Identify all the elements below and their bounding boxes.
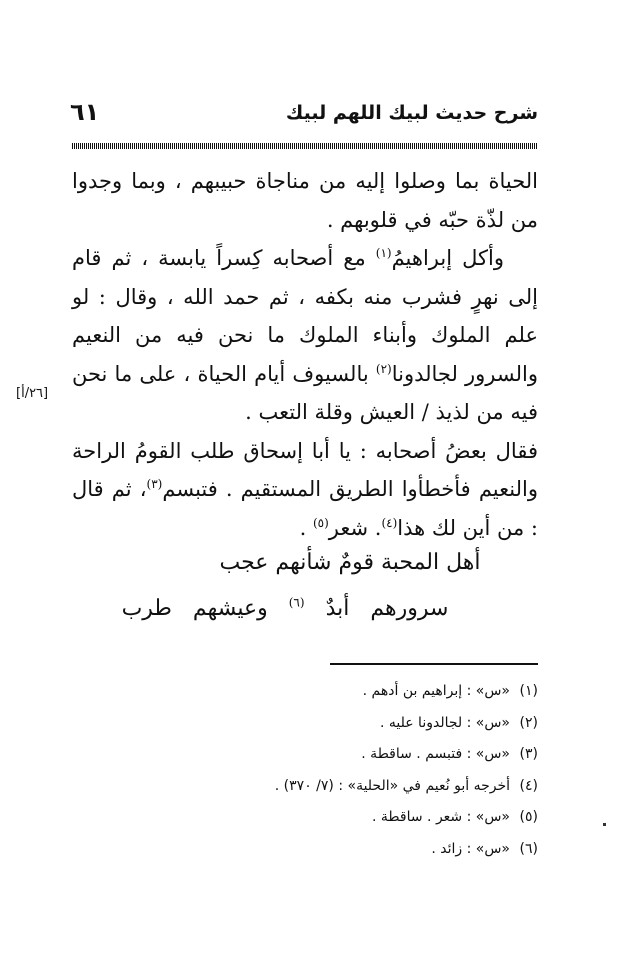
manuscript-folio-reference: [٢٦/أ]: [16, 386, 49, 401]
verse-line-2: [95, 590, 475, 628]
header-rule: [72, 143, 538, 149]
p3-text-4: .: [299, 515, 313, 540]
footnote-number: (١): [519, 683, 538, 699]
paragraph-1: [72, 162, 538, 239]
footnote-ref-1[interactable]: (١): [375, 246, 392, 260]
p2-text-3: بالسيوف أيام الحياة ، على ما نحن فيه من لذيذ / العيش وقلة التعب .: [72, 361, 538, 424]
footnote-number: (٥): [519, 809, 538, 825]
verse-line-1: أهل المحبة قومٌ شأنهم عجب: [219, 550, 481, 575]
footnote-2: [98, 708, 538, 740]
footnote-number: (٣): [519, 746, 538, 762]
footnote-text: «س» : لجالدونا عليه .: [379, 714, 510, 731]
footnote-1: [98, 676, 538, 708]
footnote-text: «س» : زائد .: [431, 840, 510, 857]
p2-text-2: مع أصحابه كِسراً يابسة ، ثم قام إلى نهرٍ فشرب منه بكفه ، ثم حمد الله ، وقال : لو علم الملوك وأبناء الملوك ما نحن فيه من النعيم والسرور لجالدونا: [72, 246, 538, 386]
footnote-number: (٤): [519, 777, 538, 794]
footnote-text: «س» : إبراهيم بن أدهم .: [362, 683, 510, 699]
footnote-ref-4[interactable]: (٤): [381, 515, 398, 530]
footnote-ref-5[interactable]: (٥): [312, 515, 329, 530]
p3-text-1: فقال بعضُ أصحابه : يا أبا إسحاق طلب القومُ الراحة والنعيم فأخطأوا الطريق المستقيم . فتبسم: [72, 438, 538, 501]
page-header: [70, 98, 538, 132]
footnote-6: [98, 834, 538, 866]
paragraph-2: [72, 239, 538, 432]
page-number: ٦١: [70, 98, 100, 126]
paragraph-3: [72, 432, 538, 548]
footnote-text: أخرجه أبو نُعيم في «الحلية» : (٧/ ٣٧٠) .: [274, 777, 510, 794]
footnote-text: «س» : فتبسم . ساقطة .: [361, 746, 510, 762]
running-title: شرح حديث لبيك اللهم لبيك: [285, 102, 538, 124]
footnote-separator: [330, 663, 538, 665]
footnote-number: (٢): [519, 714, 538, 731]
verse-hemistich-a: سرورهم أبدٌ: [325, 596, 449, 621]
footnote-text: «س» : شعر . ساقطة .: [372, 809, 510, 825]
p3-text-2: ، ثم قال : من أين لك هذا: [72, 477, 538, 540]
body-text: [72, 162, 538, 547]
footnote-number: (٦): [519, 840, 538, 857]
footnote-3: [98, 739, 538, 771]
p2-text-1: وأكل إبراهيمُ: [391, 246, 504, 270]
p1-text: الحياة بما وصلوا إليه من مناجاة حبيبهم ، وبما وجدوا من لذّة حبّه في قلوبهم .: [72, 169, 538, 232]
footnote-ref-3[interactable]: (٣): [146, 477, 163, 491]
footnote-5: [98, 802, 538, 834]
footnotes-list: [98, 676, 538, 865]
footnote-ref-6[interactable]: (٦): [288, 595, 305, 610]
scan-speck: [603, 823, 606, 826]
footnote-ref-2[interactable]: (٢): [375, 361, 392, 376]
verse-hemistich-b: وعيشهم طرب: [121, 596, 268, 621]
footnote-4: [98, 771, 538, 803]
p3-text-3: . شعر: [328, 515, 382, 540]
